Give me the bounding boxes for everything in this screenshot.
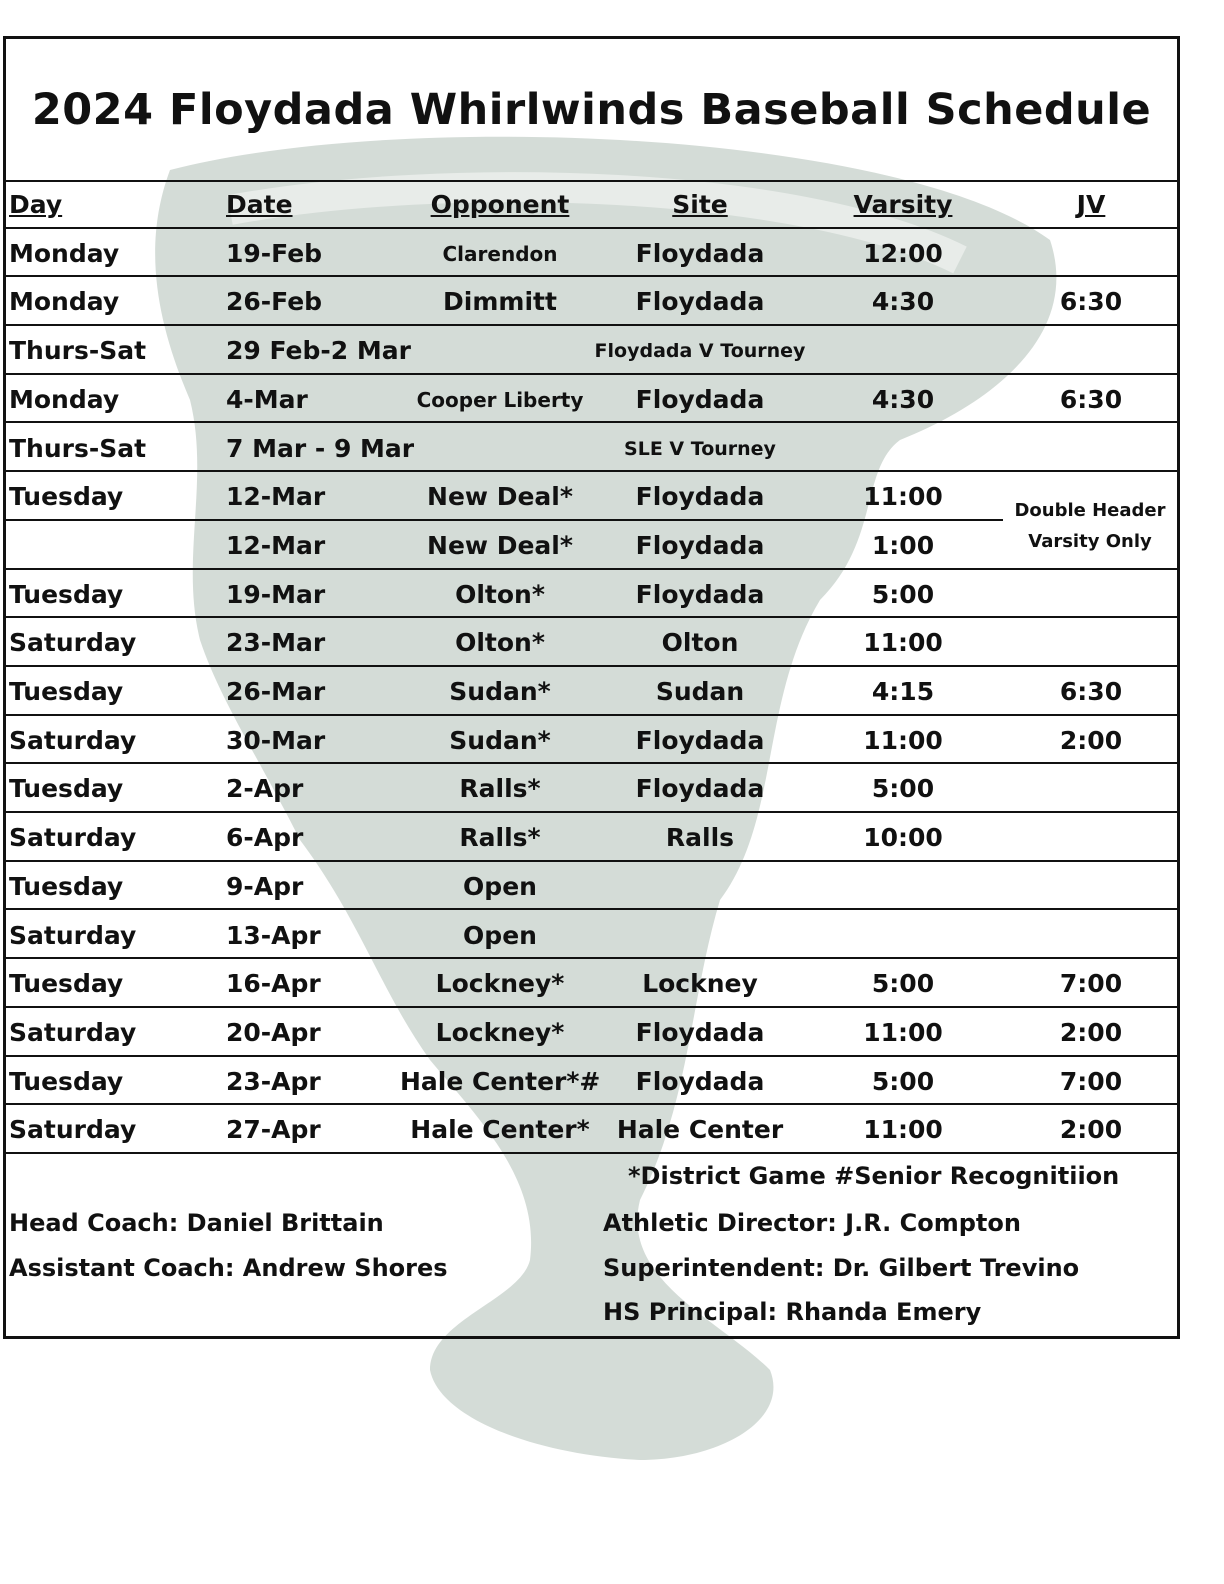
date-cell: 9-Apr: [226, 871, 304, 901]
date-cell: 27-Apr: [226, 1115, 321, 1145]
opponent-cell: Sudan*: [449, 677, 551, 706]
table-row: [6, 813, 1177, 862]
header-day: Day: [9, 190, 63, 219]
site-cell: Floydada: [635, 1017, 765, 1047]
jv-cell: [1006, 618, 1176, 664]
jv-cell: [1006, 862, 1176, 908]
varsity-cell: 4:30: [871, 384, 935, 414]
table-row: [6, 521, 1177, 570]
day-cell: Saturday: [9, 823, 137, 853]
jv-cell: 6:30: [1059, 384, 1123, 414]
table-row: [6, 1057, 1177, 1106]
opponent-cell: Ralls*: [459, 823, 541, 853]
table-row: [6, 667, 1177, 716]
day-cell: Tuesday: [9, 871, 124, 901]
opponent-cell: Hale Center*#: [400, 1066, 601, 1096]
site-cell: Olton: [661, 628, 739, 658]
table-row: [6, 618, 1177, 667]
header-varsity: Varsity: [853, 190, 953, 219]
opponent-cell: Lockney*: [435, 969, 565, 999]
varsity-cell: 11:00: [863, 482, 943, 512]
jv-cell: 2:00: [1059, 1017, 1123, 1047]
day-cell: Saturday: [9, 725, 137, 755]
table-row: [6, 229, 1177, 278]
site-cell: Lockney: [642, 969, 758, 999]
date-cell: 12-Mar: [226, 482, 326, 512]
table-row: [6, 862, 1177, 911]
opponent-cell: Cooper Liberty: [416, 387, 584, 412]
jv-cell: [1006, 570, 1176, 616]
opponent-cell: Sudan*: [449, 725, 551, 755]
opponent-cell: Open: [463, 871, 537, 901]
site-cell: [600, 862, 800, 908]
day-cell: Tuesday: [9, 579, 124, 609]
table-row: [6, 1105, 1177, 1154]
varsity-cell: 12:00: [863, 238, 943, 268]
day-cell: Saturday: [9, 628, 137, 658]
varsity-cell: 5:00: [871, 1066, 935, 1096]
opponent-cell: New Deal*: [427, 482, 573, 512]
date-cell: 29 Feb-2 Mar: [226, 336, 411, 366]
table-row: [6, 764, 1177, 813]
date-cell: 7 Mar - 9 Mar: [226, 433, 415, 463]
header-site: Site: [672, 190, 728, 219]
date-cell: 19-Mar: [226, 579, 326, 609]
date-cell: 26-Feb: [226, 287, 323, 317]
date-cell: 6-Apr: [226, 823, 304, 853]
date-cell: 16-Apr: [226, 969, 321, 999]
page-title: 2024 Floydada Whirlwinds Baseball Schedule: [6, 39, 1177, 182]
varsity-cell: [803, 862, 1003, 908]
site-cell: Floydada: [635, 1066, 765, 1096]
table-row: [6, 1008, 1177, 1057]
assistant-coach: Assistant Coach: Andrew Shores: [9, 1254, 448, 1282]
day-cell: Monday: [9, 287, 120, 317]
date-cell: 30-Mar: [226, 725, 326, 755]
jv-cell: 6:30: [1059, 287, 1123, 317]
date-cell: 19-Feb: [226, 238, 323, 268]
site-cell: Floydada: [635, 774, 765, 804]
opponent-cell: New Deal*: [427, 530, 573, 560]
table-row: [6, 277, 1177, 326]
principal: HS Principal: Rhanda Emery: [603, 1298, 982, 1326]
opponent-cell: Lockney*: [435, 1017, 565, 1047]
site-cell: Floydada: [635, 725, 765, 755]
day-cell: Tuesday: [9, 1066, 124, 1096]
day-cell: Tuesday: [9, 677, 124, 706]
event-cell: SLE V Tourney: [624, 437, 776, 460]
header-opponent: Opponent: [430, 190, 570, 219]
date-cell: 13-Apr: [226, 920, 321, 950]
varsity-cell: 11:00: [863, 725, 943, 755]
opponent-cell: Olton*: [455, 628, 545, 658]
site-cell: Hale Center: [616, 1115, 784, 1145]
table-row: [6, 911, 1177, 960]
header-jv: JV: [1076, 190, 1106, 219]
date-cell: 23-Apr: [226, 1066, 321, 1096]
jv-cell: 7:00: [1059, 969, 1123, 999]
date-cell: 20-Apr: [226, 1017, 321, 1047]
jv-cell: [1006, 813, 1176, 859]
head-coach: Head Coach: Daniel Brittain: [9, 1209, 384, 1237]
day-cell: Monday: [9, 384, 120, 414]
varsity-cell: 5:00: [871, 774, 935, 804]
double-header-note: [1003, 477, 1177, 574]
schedule-frame: [3, 36, 1180, 1339]
date-cell: 26-Mar: [226, 677, 326, 706]
day-cell: Thurs-Sat: [9, 336, 147, 366]
site-cell: Floydada: [635, 384, 765, 414]
table-row: [6, 716, 1177, 765]
day-cell: Saturday: [9, 1017, 137, 1047]
table-row: [6, 472, 1177, 521]
date-cell: 4-Mar: [226, 384, 308, 414]
varsity-cell: 11:00: [863, 628, 943, 658]
site-cell: Ralls: [665, 823, 735, 853]
site-cell: Floydada: [635, 530, 765, 560]
table-row: [6, 959, 1177, 1008]
varsity-cell: 4:15: [871, 677, 935, 706]
varsity-cell: 5:00: [871, 579, 935, 609]
site-cell: [600, 911, 800, 957]
legend: *District Game #Senior Recognitiion: [628, 1162, 1120, 1190]
varsity-cell: 4:30: [871, 287, 935, 317]
site-cell: Sudan: [655, 677, 745, 706]
day-cell: Monday: [9, 238, 120, 268]
varsity-cell: 11:00: [863, 1115, 943, 1145]
jv-cell: 7:00: [1059, 1066, 1123, 1096]
site-cell: Floydada: [635, 579, 765, 609]
date-cell: 2-Apr: [226, 774, 304, 804]
athletic-director: Athletic Director: J.R. Compton: [603, 1209, 1021, 1237]
day-cell: Tuesday: [9, 482, 124, 512]
opponent-cell: Hale Center*: [410, 1115, 590, 1145]
opponent-cell: Olton*: [455, 579, 545, 609]
header-date: Date: [226, 190, 293, 219]
jv-cell: [1006, 229, 1176, 275]
jv-cell: 6:30: [1059, 677, 1123, 706]
varsity-cell: 1:00: [871, 530, 935, 560]
site-cell: Floydada: [635, 238, 765, 268]
day-cell: Tuesday: [9, 969, 124, 999]
table-row: [6, 570, 1177, 619]
table-row: [6, 375, 1177, 424]
opponent-cell: Clarendon: [442, 241, 558, 266]
double-header-line2: Varsity Only: [1028, 530, 1152, 552]
day-cell: Thurs-Sat: [9, 433, 147, 463]
opponent-cell: Open: [463, 920, 537, 950]
jv-cell: [1006, 911, 1176, 957]
table-row: [6, 326, 1177, 375]
jv-cell: 2:00: [1059, 1115, 1123, 1145]
day-cell: Tuesday: [9, 774, 124, 804]
date-cell: 23-Mar: [226, 628, 326, 658]
header-row: [6, 180, 1177, 229]
table-row: [6, 424, 1177, 473]
jv-cell: 2:00: [1059, 725, 1123, 755]
varsity-cell: 11:00: [863, 1017, 943, 1047]
day-cell: Saturday: [9, 920, 137, 950]
opponent-cell: Ralls*: [459, 774, 541, 804]
site-cell: Floydada: [635, 482, 765, 512]
day-cell: Saturday: [9, 1115, 137, 1145]
site-cell: Floydada: [635, 287, 765, 317]
varsity-cell: [803, 911, 1003, 957]
date-cell: 12-Mar: [226, 530, 326, 560]
opponent-cell: Dimmitt: [443, 287, 557, 317]
jv-cell: [1006, 764, 1176, 810]
varsity-cell: 5:00: [871, 969, 935, 999]
double-header-line1: Double Header: [1014, 499, 1166, 521]
event-cell: Floydada V Tourney: [594, 340, 806, 363]
superintendent: Superintendent: Dr. Gilbert Trevino: [603, 1254, 1080, 1282]
varsity-cell: 10:00: [863, 823, 943, 853]
